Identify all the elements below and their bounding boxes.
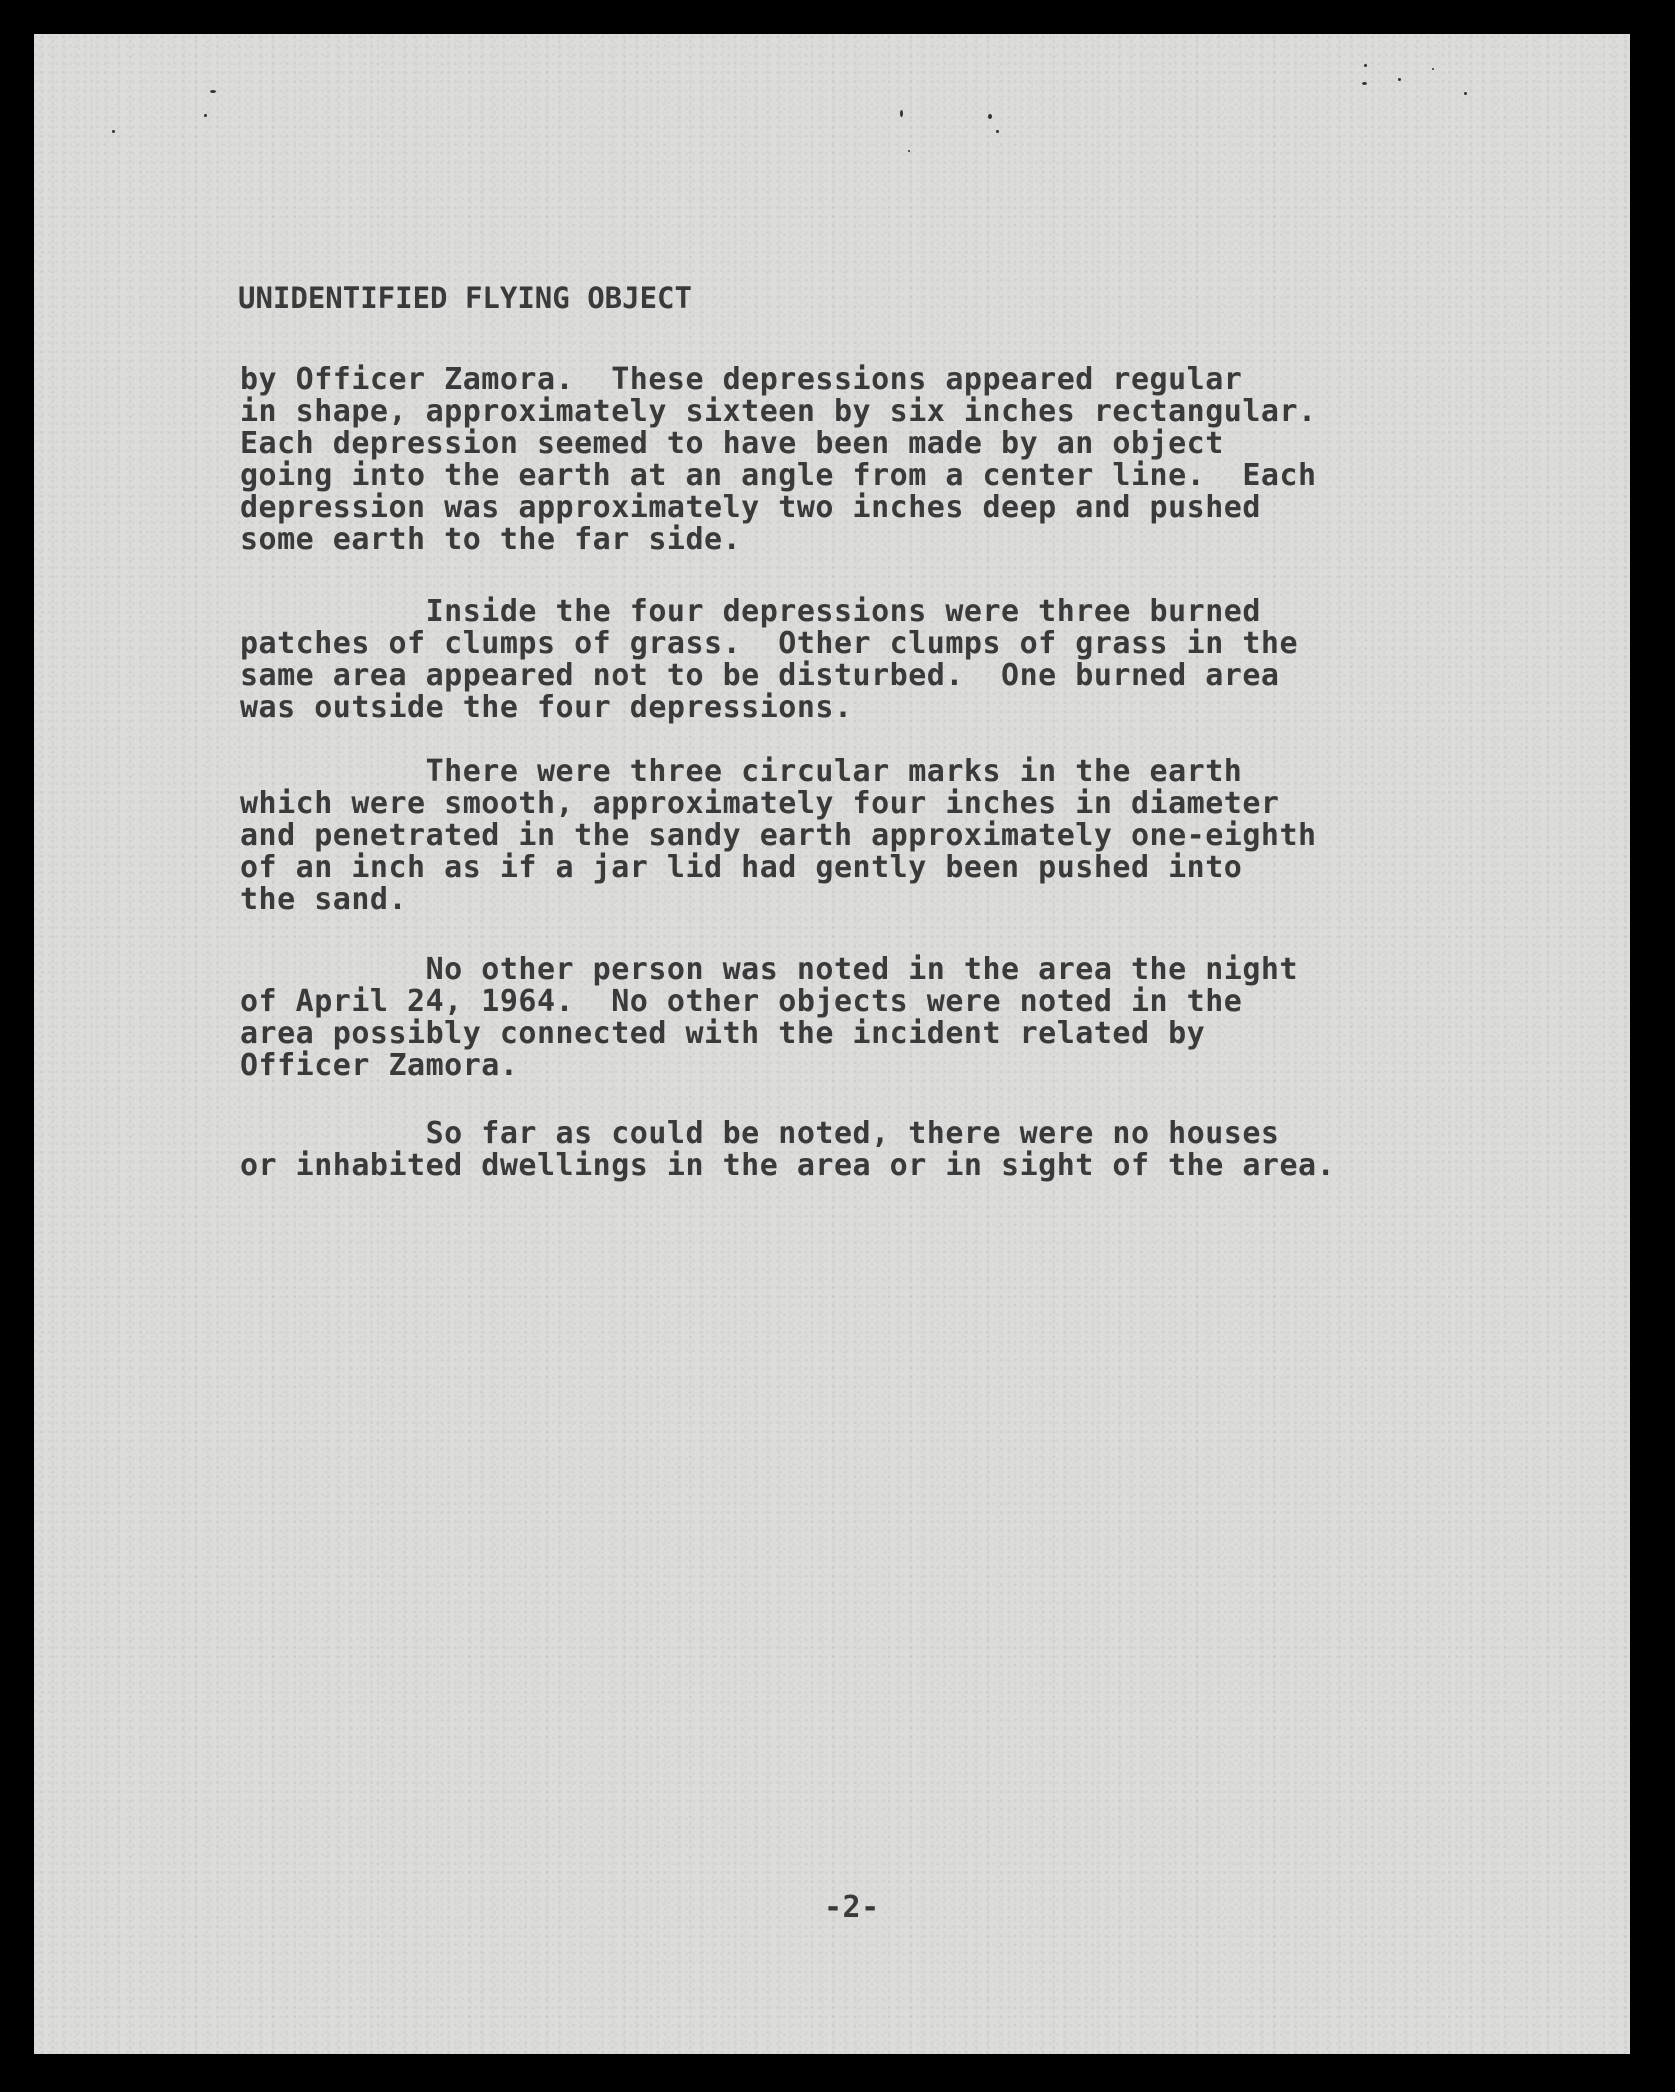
- scan-speck: [1464, 92, 1467, 95]
- scan-speck: [210, 90, 216, 93]
- paragraph-no-houses: So far as could be noted, there were no houses or inhabited dwellings in the area or in sight of the area.: [240, 1116, 1336, 1183]
- document-page: [34, 34, 1630, 2054]
- paragraph-no-other-person: No other person was noted in the area the night of April 24, 1964. No other objects were noted in the area possibly connected with the incident related by Officer Zamora.: [240, 952, 1299, 1083]
- scan-speck: [996, 130, 999, 133]
- document-heading: UNIDENTIFIED FLYING OBJECT: [238, 281, 692, 315]
- scan-speck: [112, 130, 115, 133]
- page-number: -2-: [824, 1890, 880, 1925]
- scan-speck: [1398, 78, 1401, 81]
- paragraph-burned-patches: Inside the four depressions were three burned patches of clumps of grass. Other clumps of grass in the same area appeared not to be disturbed. One burned area was outside the four depressions.: [240, 594, 1299, 725]
- scan-speck: [1432, 68, 1434, 70]
- paragraph-depressions: by Officer Zamora. These depressions appeared regular in shape, approximately sixteen by six inches rectangular. Each depression seemed to have been made by an object going into the earth at an angle from a center line. Each depression was approximately two inches deep and pushed some earth to the far side.: [240, 362, 1317, 557]
- paragraph-circular-marks: There were three circular marks in the earth which were smooth, approximately four inches in diameter and penetrated in the sandy earth approximately one-eighth of an inch as if a jar lid had gently been pushed into the sand.: [240, 754, 1317, 917]
- scan-speck: [900, 110, 903, 117]
- scan-speck: [1364, 64, 1367, 67]
- scan-speck: [1362, 82, 1367, 85]
- scan-speck: [988, 114, 992, 119]
- scan-speck: [204, 114, 207, 117]
- scan-speck: [908, 150, 910, 152]
